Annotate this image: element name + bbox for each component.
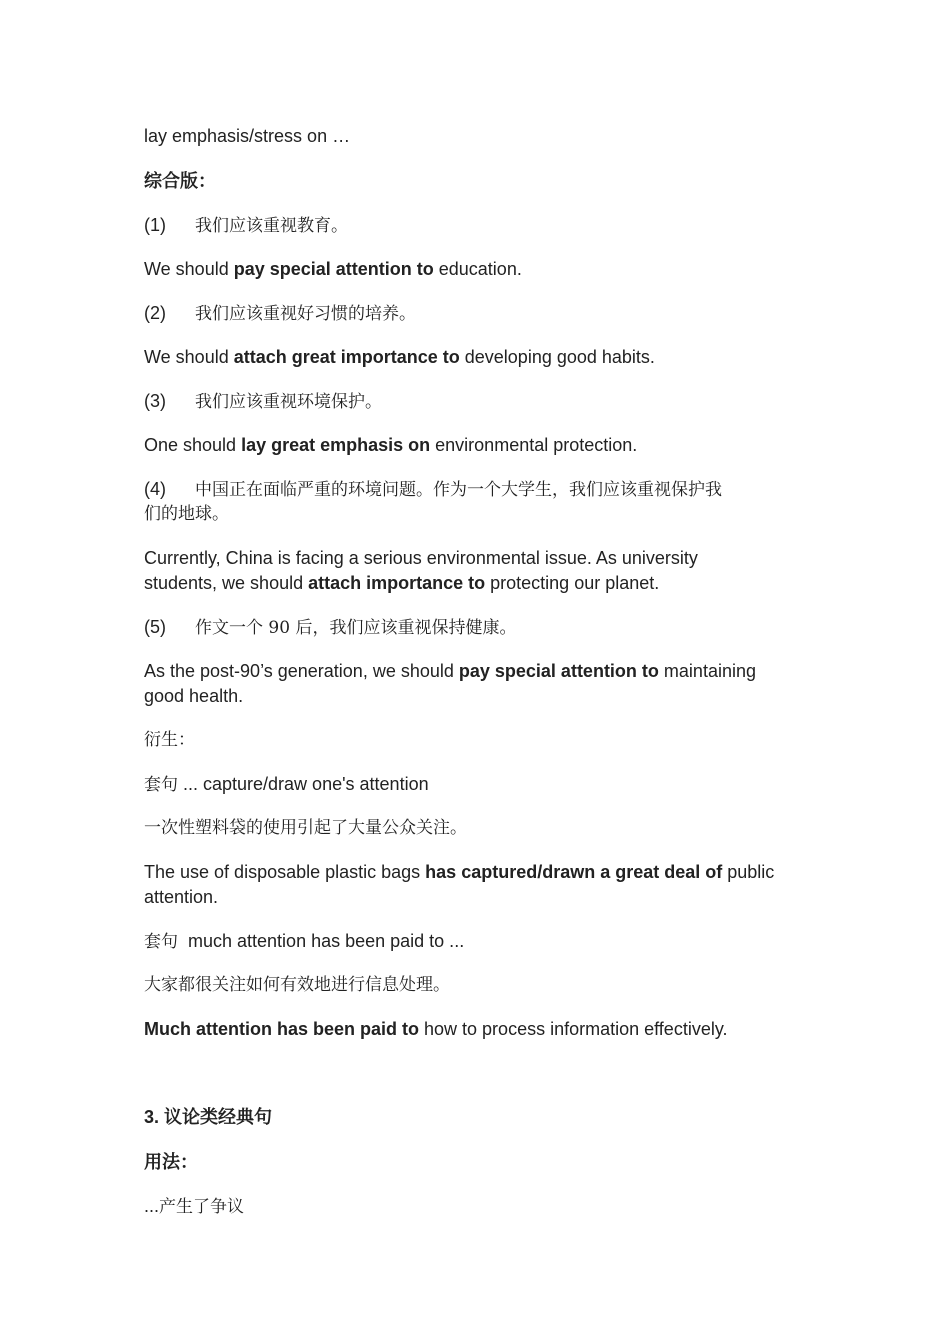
template-1-chinese: 一次性塑料袋的使用引起了大量公众关注。	[144, 818, 467, 838]
example-number: (1)	[144, 215, 166, 235]
template-sentence-1: 套句 ... capture/draw one's attention	[144, 774, 429, 795]
example-1-english: We should pay special attention to education.	[144, 259, 522, 279]
example-2-english: We should attach great importance to developing good habits.	[144, 347, 655, 367]
example-number: (3)	[144, 391, 166, 411]
example-4-english: Currently, China is facing a serious environmental issue. As university	[144, 548, 698, 568]
usage-label: 用法：	[144, 1152, 198, 1172]
derivation-label: 衍生：	[144, 730, 195, 750]
example-3-chinese: (3) 我们应该重视环境保护。	[144, 391, 382, 412]
usage-phrase: ...产生了争议	[144, 1196, 245, 1217]
key-phrase: has captured/drawn a great deal of	[425, 862, 723, 882]
example-4-chinese-cont: 们的地球。	[144, 504, 229, 524]
section-heading-3: 3. 议论类经典句	[144, 1107, 273, 1127]
example-4-english-cont: students, we should attach importance to protecting our planet.	[144, 573, 660, 593]
key-phrase: attach great importance to	[233, 347, 460, 367]
example-5-english: As the post-90’s generation, we should pay special attention to maintaining	[144, 661, 756, 681]
key-phrase: pay special attention to	[233, 259, 434, 279]
example-number: (2)	[144, 303, 166, 323]
template-1-english: The use of disposable plastic bags has captured/drawn a great deal of public	[144, 862, 775, 882]
template-2-english: Much attention has been paid to how to process information effectively.	[144, 1019, 728, 1039]
example-4-chinese: (4) 中国正在面临严重的环境问题。作为一个大学生，我们应该重视保护我	[144, 479, 722, 500]
example-number: (5)	[144, 617, 166, 637]
example-3-english: One should lay great emphasis on environmental protection.	[144, 435, 638, 455]
key-phrase: pay special attention to	[458, 661, 659, 681]
template-2-chinese: 大家都很关注如何有效地进行信息处理。	[144, 975, 450, 995]
example-5-chinese: (5) 作文一个 90 后，我们应该重视保持健康。	[144, 617, 517, 638]
template-sentence-2: 套句 much attention has been paid to ...	[144, 931, 465, 952]
key-phrase: attach importance to	[308, 573, 486, 593]
example-1-chinese: (1) 我们应该重视教育。	[144, 215, 348, 236]
example-number: (4)	[144, 479, 166, 499]
example-2-chinese: (2) 我们应该重视好习惯的培养。	[144, 303, 416, 324]
section-label-comprehensive: 综合版：	[144, 171, 216, 191]
example-5-english-cont: good health.	[144, 686, 244, 706]
key-phrase: Much attention has been paid to	[144, 1019, 420, 1039]
phrase-heading: lay emphasis/stress on …	[144, 126, 351, 146]
key-phrase: lay great emphasis on	[241, 435, 431, 455]
template-1-english-cont: attention.	[144, 887, 219, 907]
